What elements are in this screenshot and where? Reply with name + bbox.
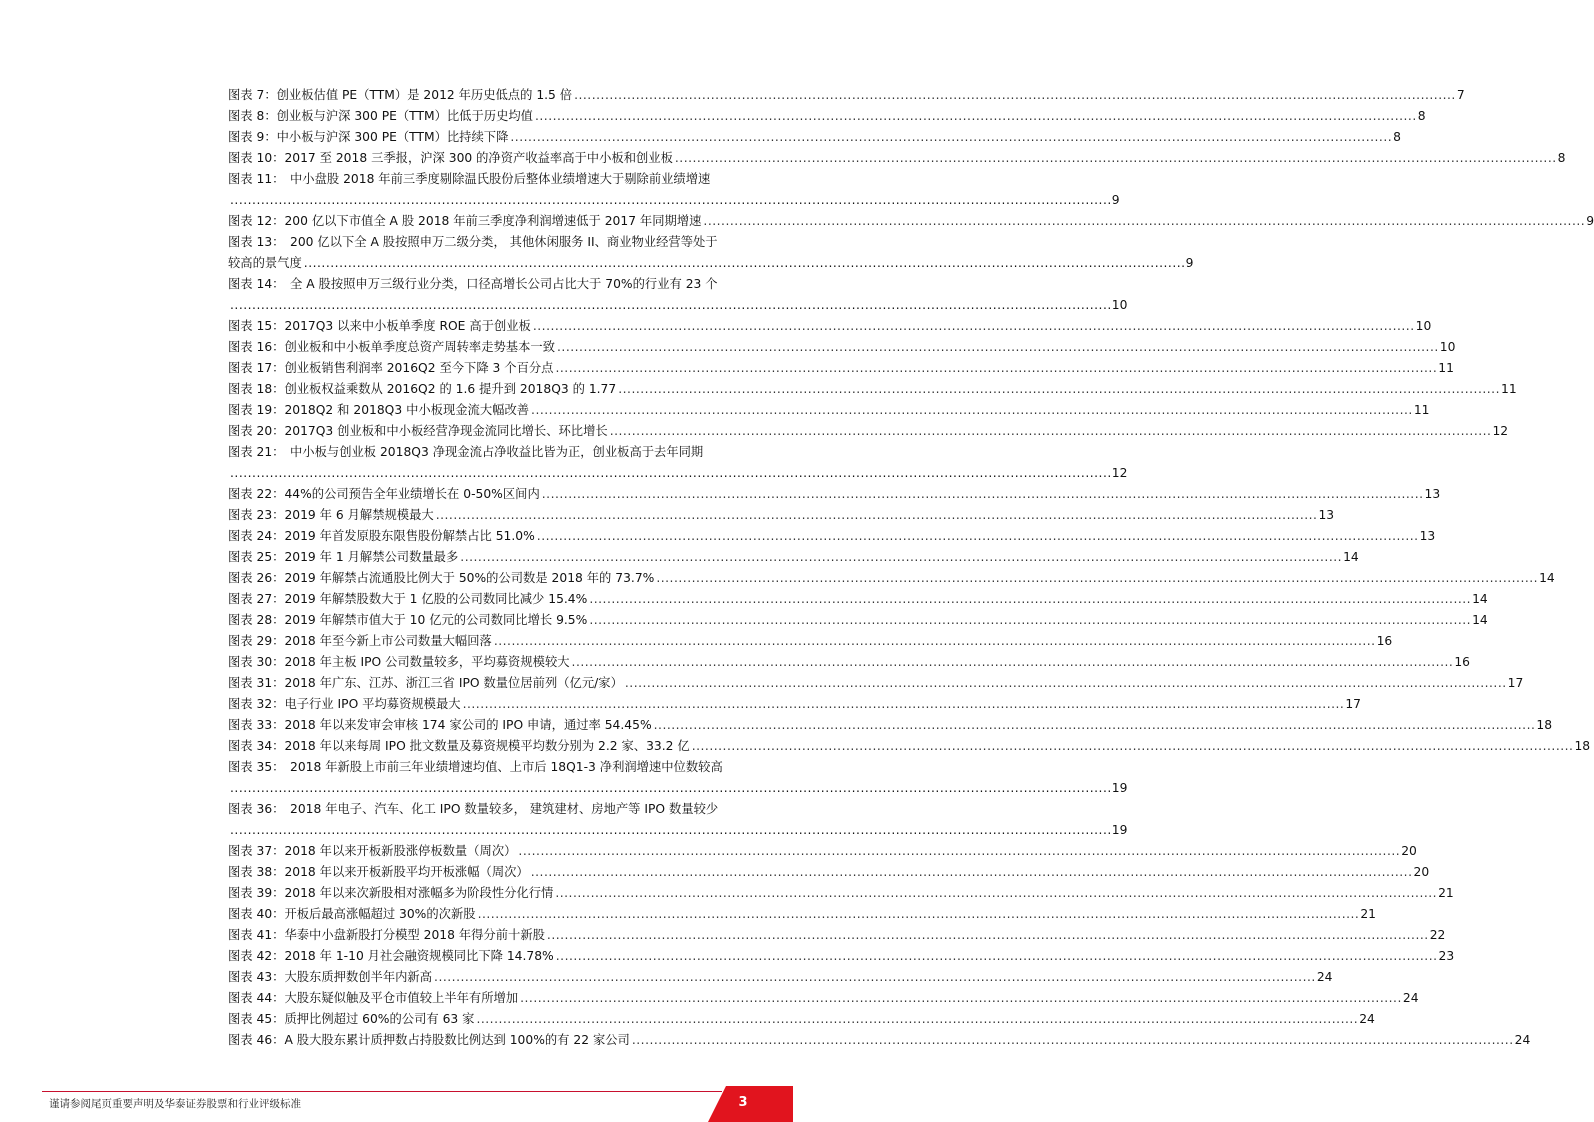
leader-dots: [616, 379, 1500, 400]
footer-divider: [42, 1091, 722, 1092]
page-ref: 24: [1514, 1033, 1531, 1047]
figure-title: 中小板与沪深 300 PE（TTM）比持续下降: [276, 130, 509, 144]
figure-label: 图表 8：: [228, 109, 277, 123]
figure-label: 图表 22：: [228, 487, 285, 501]
figure-label: 图表 42：: [228, 949, 285, 963]
leader-dots: [572, 85, 1456, 106]
figure-label: 图表 23：: [228, 508, 285, 522]
figure-title: 44%的公司预告全年业绩增长在 0-50%区间内: [284, 487, 540, 501]
figure-label: 图表 35：: [228, 760, 285, 774]
leader-dots: [458, 547, 1342, 568]
figure-label: 图表 14：: [228, 277, 285, 291]
toc-entry[interactable]: [228, 757, 1128, 799]
figure-label: 图表 17：: [228, 361, 285, 375]
figure-label: 图表 45：: [228, 1012, 285, 1026]
figure-label: 图表 19：: [228, 403, 285, 417]
leader-dots: [461, 694, 1345, 715]
figure-label: 图表 32：: [228, 697, 285, 711]
figure-title: 2019 年 1 月解禁公司数量最多: [284, 550, 459, 564]
toc-entry[interactable]: [228, 484, 1441, 505]
toc-entry[interactable]: [228, 694, 1361, 715]
page-ref: 19: [1111, 781, 1128, 795]
toc-entry[interactable]: [228, 505, 1335, 526]
toc-entry[interactable]: [228, 988, 1419, 1009]
figure-title: 创业板与沪深 300 PE（TTM）比低于历史均值: [276, 109, 533, 123]
leader-dots: [554, 946, 1438, 967]
leader-dots: [623, 673, 1507, 694]
figure-title: 电子行业 IPO 平均募资规模最大: [284, 697, 461, 711]
leader-dots: [608, 421, 1492, 442]
figure-title: 2018 年以来每周 IPO 批文数量及募资规模平均数分别为 2.2 家、33.2 亿: [284, 739, 690, 753]
page-ref: 23: [1438, 949, 1455, 963]
figure-title: 2018 年以来开板新股涨停板数量（周次）: [284, 844, 517, 858]
figure-title: 2019 年解禁市值大于 10 亿元的公司数同比增长 9.5%: [284, 613, 588, 627]
toc-entry[interactable]: [228, 862, 1430, 883]
figure-title: 华泰中小盘新股打分模型 2018 年得分前十新股: [284, 928, 545, 942]
toc-entry[interactable]: [228, 799, 1128, 841]
leader-dots: [701, 211, 1585, 232]
page-ref: 18: [1574, 739, 1591, 753]
figure-label: 图表 39：: [228, 886, 285, 900]
leader-dots: [587, 589, 1471, 610]
toc-entry[interactable]: [228, 1009, 1375, 1030]
page-ref: 24: [1316, 970, 1333, 984]
leader-dots: [302, 253, 1186, 274]
page-ref: 8: [1393, 130, 1401, 144]
toc-entry[interactable]: [228, 169, 1120, 211]
figure-label: 图表 12：: [228, 214, 285, 228]
toc-entry[interactable]: [228, 673, 1524, 694]
leader-dots: [516, 841, 1400, 862]
figure-label: 图表 44：: [228, 991, 285, 1005]
leader-dots: [555, 337, 1439, 358]
figure-title: 2018Q2 和 2018Q3 中小板现金流大幅改善: [284, 403, 530, 417]
figure-label: 图表 30：: [228, 655, 285, 669]
toc-entry[interactable]: [228, 358, 1454, 379]
figure-label: 图表 20：: [228, 424, 285, 438]
page-ref: 8: [1557, 151, 1566, 165]
page-number-badge: [708, 1086, 793, 1122]
page-ref: 21: [1360, 907, 1376, 921]
figure-label: 图表 15：: [228, 319, 285, 333]
page-number: 3: [738, 1095, 748, 1110]
leader-dots: [587, 610, 1471, 631]
leader-dots: [508, 127, 1392, 148]
figure-label: 图表 24：: [228, 529, 285, 543]
leader-dots: [529, 400, 1413, 421]
figure-title-continued: 较高的景气度: [228, 256, 302, 270]
toc-entry[interactable]: [228, 946, 1455, 967]
page-ref: 13: [1318, 508, 1335, 522]
figure-label: 图表 13：: [228, 235, 285, 249]
toc-entry[interactable]: [228, 883, 1454, 904]
leader-dots: [553, 883, 1437, 904]
page-ref: 16: [1454, 655, 1470, 669]
toc-entry[interactable]: [228, 652, 1470, 673]
toc-entry[interactable]: [228, 148, 1566, 169]
figure-label: 图表 18：: [228, 382, 285, 396]
toc-entry[interactable]: [228, 568, 1555, 589]
figure-title: 2018 年广东、江苏、浙江三省 IPO 数量位居前列（亿元/家）: [284, 676, 623, 690]
page-ref: 24: [1402, 991, 1419, 1005]
leader-dots: [228, 463, 1112, 484]
leader-dots: [228, 820, 1112, 841]
figure-label: 图表 16：: [228, 340, 285, 354]
page-ref: 10: [1439, 340, 1456, 354]
figure-label: 图表 21：: [228, 445, 285, 459]
page-ref: 14: [1472, 613, 1488, 627]
figure-title: 开板后最高涨幅超过 30%的次新股: [284, 907, 476, 921]
page-ref: 24: [1359, 1012, 1375, 1026]
toc-entry[interactable]: [228, 337, 1456, 358]
figure-label: 图表 33：: [228, 718, 285, 732]
figure-title: 2017 至 2018 三季报，沪深 300 的净资产收益率高于中小板和创业板: [284, 151, 673, 165]
page-ref: 13: [1419, 529, 1436, 543]
figure-label: 图表 31：: [228, 676, 285, 690]
figure-title: 2019 年首发原股东限售股份解禁占比 51.0%: [284, 529, 535, 543]
figure-label: 图表 41：: [228, 928, 285, 942]
figure-title: 中小板与创业板 2018Q3 净现金流占净收益比皆为正，创业板高于去年同期: [290, 445, 704, 459]
figure-title: 创业板销售利润率 2016Q2 至今下降 3 个百分点: [284, 361, 554, 375]
page-ref: 17: [1345, 697, 1361, 711]
toc-entry[interactable]: [228, 841, 1417, 862]
leader-dots: [630, 1030, 1514, 1051]
figure-title: 全 A 股按照申万三级行业分类，口径高增长公司占比大于 70%的行业有 23 个: [290, 277, 718, 291]
toc-entry[interactable]: [228, 106, 1426, 127]
page-ref: 11: [1413, 403, 1430, 417]
page-ref: 16: [1376, 634, 1393, 648]
figure-title: 2018 年以来发审会审核 174 家公司的 IPO 申请，通过率 54.45%: [284, 718, 652, 732]
page-ref: 19: [1111, 823, 1128, 837]
toc-entry[interactable]: [228, 400, 1430, 421]
figure-label: 图表 25：: [228, 550, 285, 564]
figure-title: 2018 年以来开板新股平均开板涨幅（周次）: [284, 865, 529, 879]
figure-title: 大股东质押数创半年内新高: [284, 970, 433, 984]
toc-entry[interactable]: [228, 274, 1128, 316]
leader-dots: [540, 484, 1424, 505]
figure-label: 图表 9：: [228, 130, 277, 144]
toc-entry[interactable]: [228, 589, 1488, 610]
figure-title: 创业板权益乘数从 2016Q2 的 1.6 提升到 2018Q3 的 1.77: [284, 382, 617, 396]
figure-label: 图表 10：: [228, 151, 285, 165]
table-of-figures: [228, 85, 1594, 1051]
figure-title: 2019 年 6 月解禁规模最大: [284, 508, 434, 522]
figure-title: 200 亿以下市值全 A 股 2018 年前三季度净利润增速低于 2017 年同期增速: [284, 214, 702, 228]
figure-title: 2019 年解禁股数大于 1 亿股的公司数同比减少 15.4%: [284, 592, 588, 606]
page-ref: 9: [1185, 256, 1194, 270]
toc-entry[interactable]: [228, 211, 1594, 232]
page-ref: 17: [1507, 676, 1524, 690]
figure-label: 图表 37：: [228, 844, 285, 858]
page-ref: 11: [1438, 361, 1454, 375]
figure-title: 创业板估值 PE（TTM）是 2012 年历史低点的 1.5 倍: [276, 88, 573, 102]
leader-dots: [553, 358, 1437, 379]
toc-entry[interactable]: [228, 442, 1128, 484]
figure-title: 2018 年主板 IPO 公司数量较多，平均募资规模较大: [284, 655, 570, 669]
leader-dots: [529, 862, 1413, 883]
figure-label: 图表 11：: [228, 172, 285, 186]
toc-entry[interactable]: [228, 925, 1446, 946]
page-ref: 14: [1539, 571, 1555, 585]
figure-label: 图表 28：: [228, 613, 285, 627]
toc-entry[interactable]: [228, 610, 1488, 631]
figure-label: 图表 38：: [228, 865, 285, 879]
figure-title: 2018 年新股上市前三年业绩增速均值、上市后 18Q1-3 净利润增速中位数较高: [290, 760, 723, 774]
leader-dots: [531, 316, 1415, 337]
leader-dots: [228, 190, 1112, 211]
leader-dots: [492, 631, 1376, 652]
figure-title: 质押比例超过 60%的公司有 63 家: [284, 1012, 475, 1026]
toc-entry[interactable]: [228, 904, 1376, 925]
figure-title: 2018 年至今新上市公司数量大幅回落: [284, 634, 492, 648]
toc-entry[interactable]: [228, 547, 1359, 568]
toc-entry[interactable]: [228, 736, 1591, 757]
page-ref: 12: [1492, 424, 1509, 438]
leader-dots: [533, 106, 1417, 127]
figure-label: 图表 29：: [228, 634, 285, 648]
leader-dots: [652, 715, 1536, 736]
figure-label: 图表 40：: [228, 907, 285, 921]
figure-label: 图表 7：: [228, 88, 277, 102]
figure-title: 2019 年解禁占流通股比例大于 50%的公司数是 2018 年的 73.7%: [284, 571, 655, 585]
leader-dots: [545, 925, 1429, 946]
leader-dots: [673, 148, 1557, 169]
toc-entry[interactable]: [228, 1030, 1531, 1051]
page-ref: 11: [1501, 382, 1517, 396]
page-ref: 22: [1429, 928, 1446, 942]
figure-title: 大股东疑似触及平仓市值较上半年有所增加: [284, 991, 519, 1005]
leader-dots: [228, 778, 1112, 799]
page-ref: 8: [1417, 109, 1426, 123]
page-ref: 20: [1401, 844, 1417, 858]
page-ref: 10: [1111, 298, 1128, 312]
page-ref: 14: [1472, 592, 1488, 606]
page-ref: 20: [1413, 865, 1430, 879]
page-ref: 14: [1343, 550, 1359, 564]
toc-entry[interactable]: [228, 967, 1333, 988]
leader-dots: [518, 988, 1402, 1009]
toc-entry[interactable]: [228, 85, 1465, 106]
toc-entry[interactable]: [228, 421, 1509, 442]
toc-entry[interactable]: [228, 379, 1517, 400]
figure-label: 图表 34：: [228, 739, 285, 753]
footer-disclaimer: 谨请参阅尾页重要声明及华泰证券股票和行业评级标准: [49, 1098, 301, 1110]
figure-title: 2017Q3 创业板和中小板经营净现金流同比增长、环比增长: [284, 424, 608, 438]
leader-dots: [690, 736, 1574, 757]
figure-title: 中小盘股 2018 年前三季度剔除温氏股份后整体业绩增速大于剔除前业绩增速: [290, 172, 711, 186]
figure-title: 2018 年以来次新股相对涨幅多为阶段性分化行情: [284, 886, 554, 900]
page-ref: 10: [1415, 319, 1432, 333]
toc-entry[interactable]: [228, 526, 1436, 547]
leader-dots: [476, 904, 1360, 925]
leader-dots: [654, 568, 1538, 589]
figure-title: A 股大股东累计质押数占持股数比例达到 100%的有 22 家公司: [284, 1033, 630, 1047]
figure-label: 图表 36：: [228, 802, 285, 816]
figure-label: 图表 27：: [228, 592, 285, 606]
toc-entry[interactable]: [228, 715, 1553, 736]
figure-title: 创业板和中小板单季度总资产周转率走势基本一致: [284, 340, 555, 354]
page-ref: 7: [1456, 88, 1465, 102]
figure-label: 图表 46：: [228, 1033, 285, 1047]
page-ref: 13: [1424, 487, 1441, 501]
leader-dots: [434, 505, 1318, 526]
leader-dots: [474, 1009, 1358, 1030]
figure-label: 图表 43：: [228, 970, 285, 984]
leader-dots: [570, 652, 1454, 673]
figure-title: 200 亿以下全 A 股按照申万二级分类， 其他休闲服务 II、商业物业经营等处于: [290, 235, 718, 249]
toc-entry[interactable]: [228, 316, 1432, 337]
leader-dots: [535, 526, 1419, 547]
page-ref: 9: [1111, 193, 1120, 207]
page-ref: 18: [1536, 718, 1553, 732]
figure-title: 2018 年电子、汽车、化工 IPO 数量较多， 建筑建材、房地产等 IPO 数量较少: [290, 802, 719, 816]
toc-entry[interactable]: [228, 631, 1393, 652]
page-ref: 12: [1111, 466, 1128, 480]
page-ref: 21: [1438, 886, 1454, 900]
figure-title: 2017Q3 以来中小板单季度 ROE 高于创业板: [284, 319, 531, 333]
figure-label: 图表 26：: [228, 571, 285, 585]
leader-dots: [432, 967, 1316, 988]
page-ref: 9: [1586, 214, 1594, 228]
leader-dots: [228, 295, 1112, 316]
toc-entry[interactable]: [228, 127, 1401, 148]
toc-entry[interactable]: [228, 232, 1194, 274]
figure-title: 2018 年 1-10 月社会融资规模同比下降 14.78%: [284, 949, 554, 963]
